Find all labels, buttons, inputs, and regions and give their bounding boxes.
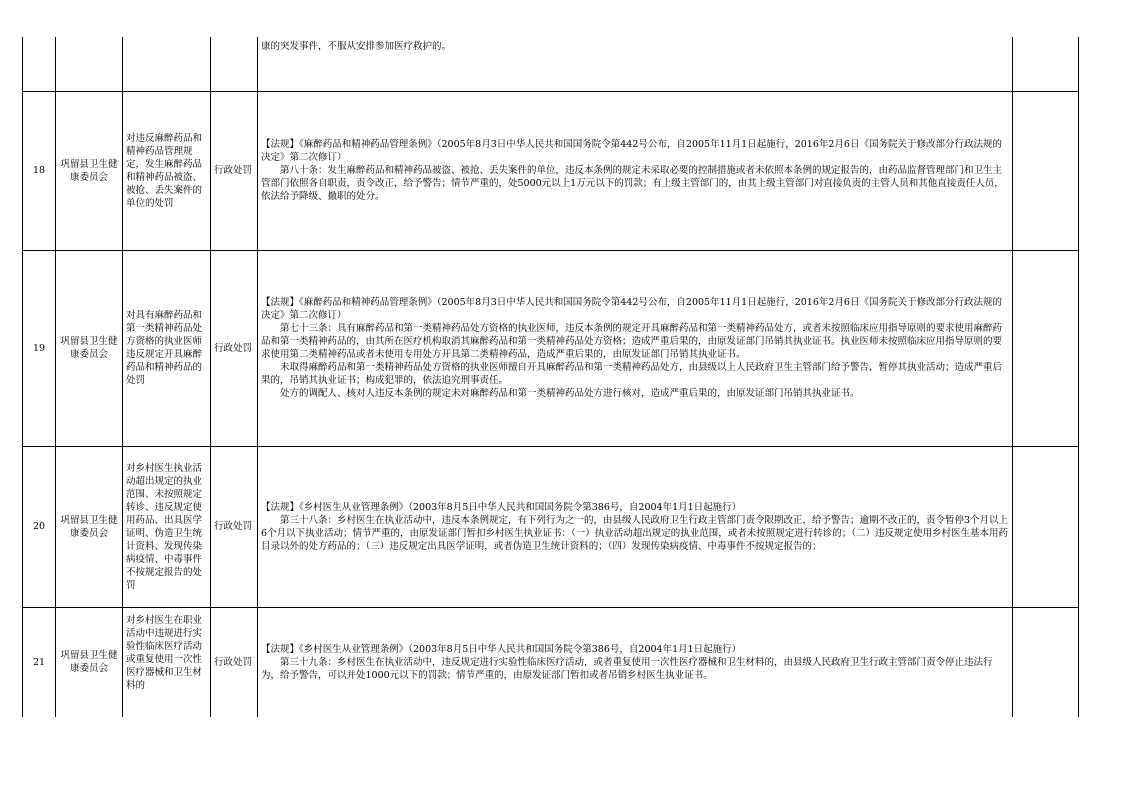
- table-row: [23, 91, 1079, 250]
- item-type-cell: 行政处罚: [211, 446, 258, 607]
- remarks-cell: [1013, 446, 1079, 607]
- item-name-cell: 对乡村医生执业活动超出规定的执业范围、未按照规定转诊、违反规定使用药品、出具医学证明、伪造卫生统计资料、发现传染病疫情、中毒事件不按规定报告的处罚: [123, 446, 211, 607]
- legal-basis-paragraph: 康的突发事件，不服从安排参加医疗救护的。: [261, 41, 452, 52]
- legal-basis-cell: [258, 37, 1013, 91]
- legal-basis-cell: [258, 607, 1013, 717]
- legal-basis-paragraph: 【法规】《麻醉药品和精神药品管理条例》（2005年8月3日中华人民共和国国务院令第442号公布，自2005年11月1日起施行，2016年2月6日《国务院关于修改部分行政法规的决定》第二次修订）: [261, 297, 1002, 321]
- department-cell: 巩留县卫生健康委员会: [56, 250, 123, 446]
- legal-basis-paragraph: 第三十八条：乡村医生在执业活动中，违反本条例规定，有下列行为之一的，由县级人民政府卫生行政主管部门责令限期改正，给予警告；逾期不改正的，责令暂停3个月以上6个月以下执业活动；情节严重的，由原发证部门暂扣乡村医生执业证书：（一）执业活动超出规定的执业范围，或者未按照规定进行转诊的；（二）违反规定使用乡村医生基本用药目录以外的处方药品的；（三）违反规定出具医学证明，或者伪造卫生统计资料的；（四）发现传染病疫情、中毒事件不按规定报告的；: [261, 514, 1009, 552]
- remarks-cell: [1013, 91, 1079, 250]
- remarks-cell: [1013, 250, 1079, 446]
- item-name-cell: 对违反麻醉药品和精神药品管理规定，发生麻醉药品和精神药品被盗、被抢、丢失案件的单位的处罚: [123, 91, 211, 250]
- item-name-cell: 对乡村医生在职业活动中违规进行实验性临床医疗活动或重复使用一次性医疗器械和卫生材料的: [123, 607, 211, 717]
- row-number: 21: [23, 607, 56, 717]
- row-number: 20: [23, 446, 56, 607]
- remarks-cell: [1013, 607, 1079, 717]
- row-number: 19: [23, 250, 56, 446]
- row-number: 18: [23, 91, 56, 250]
- legal-basis-paragraph: 【法规】《乡村医生从业管理条例》（2003年8月5日中华人民共和国国务院令第386号，自2004年1月1日起施行）: [261, 643, 742, 655]
- item-type-cell: 行政处罚: [211, 91, 258, 250]
- item-type-cell: 行政处罚: [211, 250, 258, 446]
- table-row: [23, 37, 1079, 91]
- department-cell: 巩留县卫生健康委员会: [56, 91, 123, 250]
- item-type-cell: [211, 37, 258, 91]
- penalty-table: [22, 37, 1079, 717]
- item-type-cell: 行政处罚: [211, 607, 258, 717]
- item-name-cell: [123, 37, 211, 91]
- legal-basis-cell: [258, 91, 1013, 250]
- remarks-cell: [1013, 37, 1079, 91]
- legal-basis-paragraph: 【法规】《麻醉药品和精神药品管理条例》（2005年8月3日中华人民共和国国务院令第442号公布，自2005年11月1日起施行，2016年2月6日《国务院关于修改部分行政法规的决定》第二次修订）: [261, 139, 1002, 163]
- table-row: [23, 446, 1079, 607]
- item-name-cell: 对具有麻醉药品和第一类精神药品处方资格的执业医师违反规定开具麻醉药品和精神药品的处罚: [123, 250, 211, 446]
- legal-basis-paragraph: 第七十三条：具有麻醉药品和第一类精神药品处方资格的执业医师，违反本条例的规定开具麻醉药品和第一类精神药品处方，或者未按照临床应用指导原则的要求使用麻醉药品和第一类精神药品的，由其所在医疗机构取消其麻醉药品和第一类精神药品处方资格；造成严重后果的，由原发证部门吊销其执业证书。执业医师未按照临床应用指导原则的要求使用第二类精神药品或者未使用专用处方开具第二类精神药品，造成严重后果的，由原发证部门吊销其执业证书。: [261, 323, 1003, 360]
- legal-basis-cell: [258, 250, 1013, 446]
- table-row: [23, 250, 1079, 446]
- table-row: [23, 607, 1079, 717]
- table-body: [23, 37, 1079, 717]
- legal-basis-cell: [258, 446, 1013, 607]
- legal-basis-paragraph: 第八十条：发生麻醉药品和精神药品被盗、被抢、丢失案件的单位，违反本条例的规定未采取必要的控制措施或者未依照本条例的规定报告的，由药品监督管理部门和卫生主管部门依照各自职责，责令改正，给予警告；情节严重的，处5000元以上1万元以下的罚款；有上级主管部门的，由其上级主管部门对直接负责的主管人员和其他直接责任人员，依法给予降级、撤职的处分。: [261, 165, 1004, 202]
- department-cell: 巩留县卫生健康委员会: [56, 607, 123, 717]
- legal-basis-paragraph: 【法规】《乡村医生从业管理条例》（2003年8月5日中华人民共和国国务院令第386号，自2004年1月1日起施行）: [261, 501, 742, 513]
- legal-basis-paragraph: 第三十九条：乡村医生在执业活动中，违反规定进行实验性临床医疗活动，或者重复使用一次性医疗器械和卫生材料的，由县级人民政府卫生行政主管部门责令停止违法行为，给予警告，可以并处1000元以下的罚款；情节严重的，由原发证部门暂扣或者吊销乡村医生执业证书。: [261, 656, 993, 681]
- row-number: [23, 37, 56, 91]
- legal-basis-paragraph: 未取得麻醉药品和第一类精神药品处方资格的执业医师擅自开具麻醉药品和第一类精神药品处方，由县级以上人民政府卫生主管部门给予警告，暂停其执业活动；造成严重后果的，吊销其执业证书；构成犯罪的，依法追究刑事责任。: [261, 362, 1003, 386]
- department-cell: [56, 37, 123, 91]
- legal-basis-paragraph: 处方的调配人、核对人违反本条例的规定未对麻醉药品和第一类精神药品处方进行核对，造成严重后果的，由原发证部门吊销其执业证书。: [280, 388, 860, 399]
- department-cell: 巩留县卫生健康委员会: [56, 446, 123, 607]
